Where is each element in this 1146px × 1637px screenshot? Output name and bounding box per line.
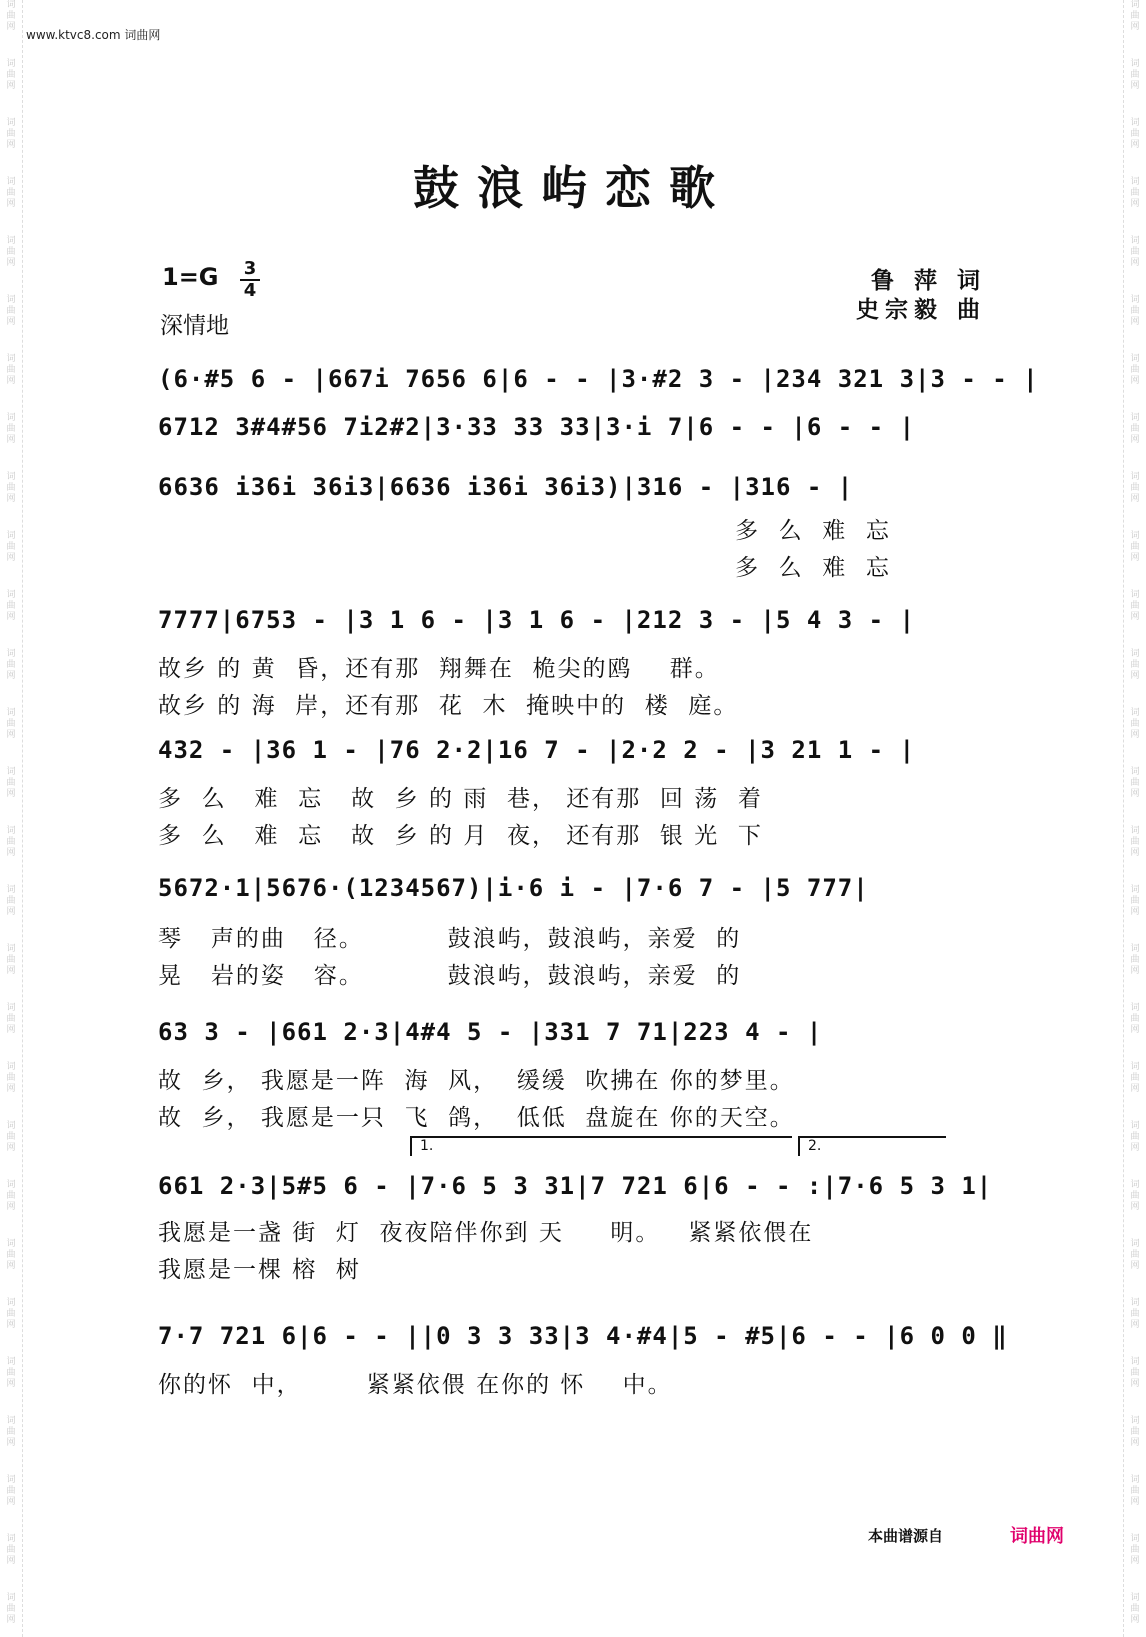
lyric-line-8-verse-1: 我愿是一盏 街 灯 夜夜陪伴你到 天 明。 紧紧依偎在 (158, 1220, 814, 1246)
time-signature-bottom: 4 (243, 280, 257, 301)
score-line-7: 63 3 - |661 2·3|4#4 5 - |331 7 71|223 4 - | (158, 1018, 823, 1046)
watermark-mark: 词 曲 网 (1130, 885, 1140, 917)
watermark-mark: 词 曲 网 (1130, 0, 1140, 32)
watermark-mark: 词 曲 网 (6, 0, 16, 32)
watermark-mark: 词 曲 网 (1130, 1534, 1140, 1566)
volta-bracket-2 (798, 1136, 946, 1156)
watermark-mark: 词 曲 网 (6, 1062, 16, 1094)
watermark-mark: 词 曲 网 (6, 1416, 16, 1448)
watermark-mark: 词 曲 网 (6, 590, 16, 622)
watermark-mark: 词 曲 网 (6, 177, 16, 209)
composer-credit: 史宗毅 曲 (855, 297, 986, 323)
watermark-mark: 词 曲 网 (1130, 826, 1140, 858)
watermark-mark: 词 曲 网 (1130, 1239, 1140, 1271)
lyric-line-3-verse-2: 多 么 难 忘 (735, 555, 891, 581)
site-name: 词曲网 (124, 28, 161, 42)
watermark-mark: 词 曲 网 (6, 944, 16, 976)
watermark-mark: 词 曲 网 (1130, 118, 1140, 150)
lyric-line-8-verse-2: 我愿是一棵 榕 树 (158, 1257, 361, 1283)
watermark-mark: 词 曲 网 (1130, 295, 1140, 327)
watermark-mark: 词 曲 网 (1130, 177, 1140, 209)
watermark-mark: 词 曲 网 (6, 295, 16, 327)
source-label: 本曲谱源自 (868, 1527, 944, 1545)
watermark-mark: 词 曲 网 (6, 531, 16, 563)
watermark-mark: 词 曲 网 (6, 413, 16, 445)
site-header (26, 26, 160, 43)
watermark-mark: 词 曲 网 (6, 885, 16, 917)
lyric-line-9: 你的怀 中， 紧紧依偎 在你的 怀 中。 (158, 1372, 673, 1398)
watermark-mark: 词 曲 网 (1130, 472, 1140, 504)
watermark-mark: 词 曲 网 (1130, 354, 1140, 386)
song-title: 鼓浪屿恋歌 (413, 161, 733, 215)
score-line-2: 6712 3#4#56 7i2#2|3·33 33 33|3·i 7|6 - - |6 - - | (158, 413, 916, 441)
time-signature (240, 260, 260, 300)
watermark-mark: 词 曲 网 (6, 826, 16, 858)
watermark-mark: 词 曲 网 (6, 1003, 16, 1035)
tempo-marking: 深情地 (160, 313, 229, 339)
watermark-mark: 词 曲 网 (6, 1239, 16, 1271)
watermark-mark: 词 曲 网 (1130, 1180, 1140, 1212)
watermark-mark: 词 曲 网 (1130, 767, 1140, 799)
watermark-mark: 词 曲 网 (1130, 59, 1140, 91)
watermark-mark: 词 曲 网 (1130, 1298, 1140, 1330)
watermark-mark: 词 曲 网 (6, 118, 16, 150)
watermark-mark: 词 曲 网 (1130, 649, 1140, 681)
watermark-mark: 词 曲 网 (1130, 1003, 1140, 1035)
lyric-line-5-verse-1: 多 么 难 忘 故 乡 的 雨 巷， 还有那 回 荡 着 (158, 786, 763, 812)
watermark-mark: 词 曲 网 (6, 767, 16, 799)
watermark-mark: 词 曲 网 (1130, 944, 1140, 976)
watermark-mark: 词 曲 网 (6, 1180, 16, 1212)
volta-label-2: 2. (808, 1138, 822, 1154)
watermark-mark: 词 曲 网 (6, 1298, 16, 1330)
watermark-mark: 词 曲 网 (1130, 236, 1140, 268)
watermark-mark: 词 曲 网 (6, 1475, 16, 1507)
lyric-line-4-verse-2: 故乡 的 海 岸，还有那 花 木 掩映中的 楼 庭。 (158, 693, 739, 719)
footer-brand[interactable]: 词曲网 (1010, 1526, 1064, 1547)
watermark-mark: 词 曲 网 (6, 472, 16, 504)
lyric-line-5-verse-2: 多 么 难 忘 故 乡 的 月 夜， 还有那 银 光 下 (158, 823, 763, 849)
site-url[interactable]: www.ktvc8.com (26, 28, 121, 42)
watermark-mark: 词 曲 网 (6, 1593, 16, 1625)
watermark-mark: 词 曲 网 (1130, 531, 1140, 563)
volta-label-1: 1. (420, 1138, 434, 1154)
watermark-mark: 词 曲 网 (1130, 1475, 1140, 1507)
watermark-mark: 词 曲 网 (1130, 1416, 1140, 1448)
score-line-4: 7777|6753 - |3 1 6 - |3 1 6 - |212 3 - |5 4 3 - | (158, 606, 916, 634)
score-line-5: 432 - |36 1 - |76 2·2|16 7 - |2·2 2 - |3 21 1 - | (158, 736, 916, 764)
key-signature: 1=G (162, 263, 219, 291)
score-line-6: 5672·1|5676·(1234567)|i·6 i - |7·6 7 - |5 777| (158, 874, 869, 902)
score-line-1: (6·#5 6 - |667i 7656 6|6 - - |3·#2 3 - |234 321 3|3 - - | (158, 365, 1039, 393)
watermark-mark: 词 曲 网 (6, 649, 16, 681)
lyric-line-7-verse-1: 故 乡， 我愿是一阵 海 风， 缓缓 吹拂在 你的梦里。 (158, 1068, 795, 1094)
watermark-mark: 词 曲 网 (6, 1121, 16, 1153)
score-line-3: 6636 i36i 36i3|6636 i36i 36i3)|316 - |316 - | (158, 473, 854, 501)
lyric-line-4-verse-1: 故乡 的 黄 昏，还有那 翔舞在 桅尖的鸥 群。 (158, 656, 720, 682)
watermark-mark: 词 曲 网 (6, 354, 16, 386)
lyric-line-6-verse-1: 琴 声的曲 径。 鼓浪屿，鼓浪屿，亲爱 的 (158, 926, 742, 952)
time-signature-top: 3 (243, 258, 257, 279)
watermark-strip-left (0, 0, 23, 1637)
score-line-9: 7·7 721 6|6 - - ||0 3 3 33|3 4·#4|5 - #5|6 - - |6 0 0 ‖ (158, 1322, 1008, 1350)
watermark-mark: 词 曲 网 (1130, 708, 1140, 740)
lyric-line-7-verse-2: 故 乡， 我愿是一只 飞 鸽， 低低 盘旋在 你的天空。 (158, 1105, 795, 1131)
lyricist-credit: 鲁 萍 词 (870, 268, 986, 294)
watermark-mark: 词 曲 网 (6, 236, 16, 268)
watermark-mark: 词 曲 网 (1130, 1121, 1140, 1153)
watermark-strip-right (1123, 0, 1146, 1637)
watermark-mark: 词 曲 网 (1130, 1593, 1140, 1625)
lyric-line-6-verse-2: 晃 岩的姿 容。 鼓浪屿，鼓浪屿，亲爱 的 (158, 963, 742, 989)
watermark-mark: 词 曲 网 (1130, 1062, 1140, 1094)
lyric-line-3-verse-1: 多 么 难 忘 (735, 518, 891, 544)
watermark-mark: 词 曲 网 (6, 59, 16, 91)
watermark-mark: 词 曲 网 (6, 1357, 16, 1389)
watermark-mark: 词 曲 网 (1130, 1357, 1140, 1389)
watermark-mark: 词 曲 网 (1130, 413, 1140, 445)
watermark-mark: 词 曲 网 (6, 1534, 16, 1566)
volta-bracket-1 (410, 1136, 792, 1156)
score-line-8: 661 2·3|5#5 6 - |7·6 5 3 31|7 721 6|6 - - :|7·6 5 3 1| (158, 1172, 993, 1200)
watermark-mark: 词 曲 网 (1130, 590, 1140, 622)
watermark-mark: 词 曲 网 (6, 708, 16, 740)
